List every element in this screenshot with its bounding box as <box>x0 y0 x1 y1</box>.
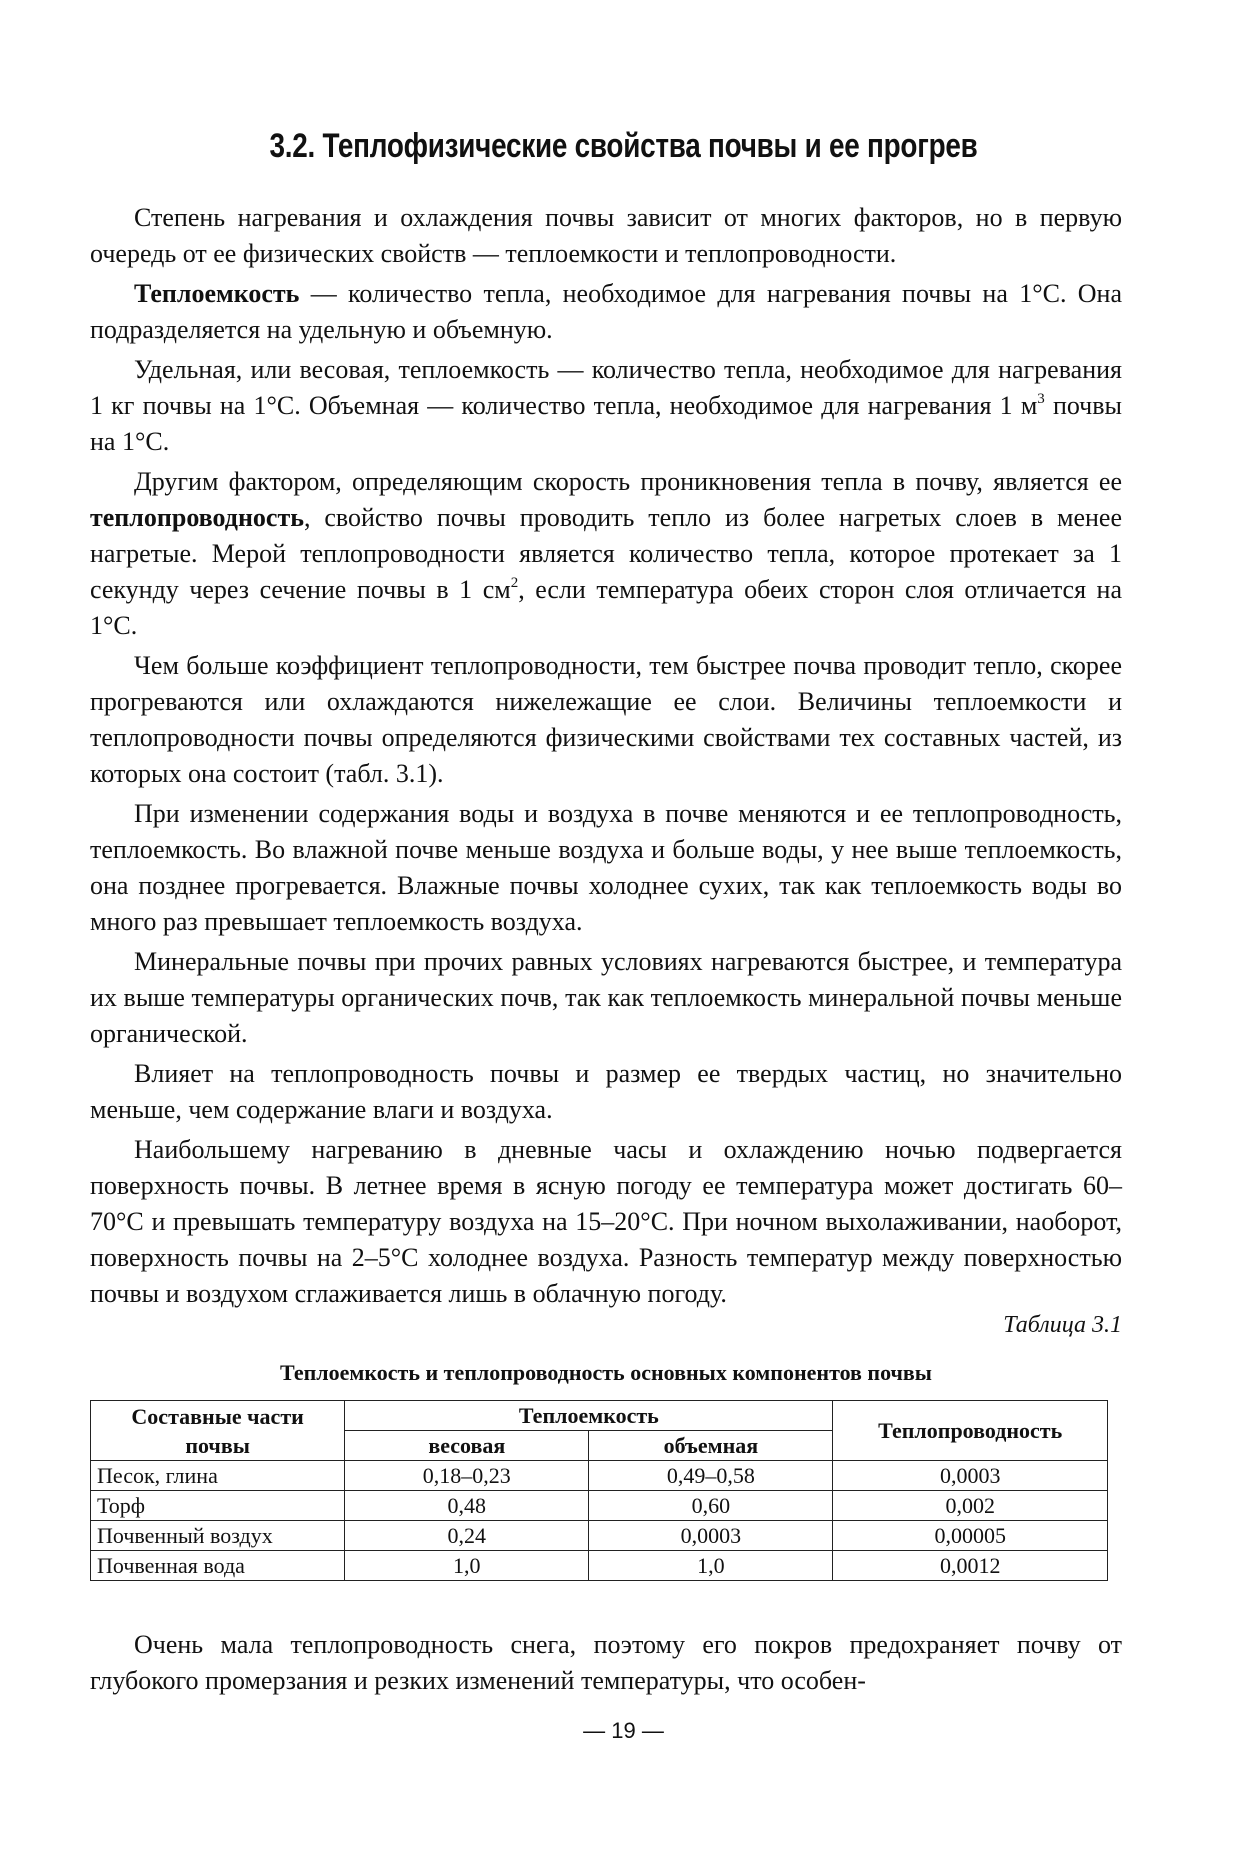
term-heat-capacity: Теплоемкость <box>134 279 300 308</box>
paragraph-10: Очень мала теплопроводность снега, поэтому его покров предохраняет почву от глубокого промерзания и резких изменений температуры, что особен- <box>90 1630 1122 1695</box>
body-text <box>90 200 1122 1316</box>
page-number: — 19 — <box>583 1718 664 1743</box>
table-row: Почвенная вода 1,0 1,0 0,0012 <box>91 1551 1108 1581</box>
paragraph-8: Влияет на теплопроводность почвы и размер ее твердых частиц, но значительно меньше, чем содержание влаги и воздуха. <box>90 1059 1122 1124</box>
section-heading: 3.2. Теплофизические свойства почвы и ее прогрев <box>269 127 978 165</box>
header-weight: весовая <box>345 1431 589 1461</box>
header-conductivity: Теплопроводность <box>833 1401 1108 1461</box>
header-components: Составные части почвы <box>91 1401 345 1461</box>
table-row: Торф 0,48 0,60 0,002 <box>91 1491 1108 1521</box>
paragraph-2: Теплоемкость — количество тепла, необходимое для нагревания почвы на 1°С. Она подразделяется на удельную и объемную. <box>90 279 1122 344</box>
term-conductivity: теплопроводность <box>90 503 304 532</box>
table-row: Песок, глина 0,18–0,23 0,49–0,58 0,0003 <box>91 1461 1108 1491</box>
table-title: Теплоемкость и теплопроводность основных компонентов почвы <box>280 1360 932 1385</box>
paragraph-9: Наибольшему нагреванию в дневные часы и охлаждению ночью подвергается поверхность почвы. В летнее время в ясную погоду ее температура может достигать 60–70°С и превышать температуру воздуха на 15–20°С. При ночном выхолаживании, наоборот, поверхность почвы на 2–5°С холоднее воздуха. Разность температур между поверхностью почвы и воздухом сглаживается лишь в облачную погоду. <box>90 1135 1122 1308</box>
paragraph-6: При изменении содержания воды и воздуха в почве меняются и ее теплопроводность, теплоемкость. Во влажной почве меньше воздуха и больше воды, у нее выше теплоемкость, она позднее прогревается. Влажные почвы холоднее сухих, так как теплоемкость воды во много раз превышает теплоемкость воздуха. <box>90 799 1122 936</box>
body-text-continued <box>90 1627 1122 1699</box>
header-heat-capacity: Теплоемкость <box>345 1401 833 1431</box>
paragraph-5: Чем больше коэффициент теплопроводности, тем быстрее почва проводит тепло, скорее прогреваются или охлаждаются нижележащие ее слои. Величины теплоемкости и теплопроводности почвы определяются физическими свойствами тех составных частей, из которых она состоит (табл. 3.1). <box>90 651 1122 788</box>
paragraph-7: Минеральные почвы при прочих равных условиях нагреваются быстрее, и температура их выше температуры органических почв, так как теплоемкость минеральной почвы меньше органической. <box>90 947 1122 1048</box>
data-table <box>90 1400 1108 1581</box>
table-caption: Таблица 3.1 <box>1003 1312 1122 1338</box>
paragraph-4: Другим фактором, определяющим скорость проникновения тепла в почву, является ее теплопроводность, свойство почвы проводить тепло из более нагретых слоев в менее нагретые. Мерой теплопроводности является количество тепла, которое протекает за 1 секунду через сечение почвы в 1 $см^2$, если температура обеих сторон слоя отличается на 1°С. <box>90 467 1122 640</box>
paragraph-3: Удельная, или весовая, теплоемкость — количество тепла, необходимое для нагревания 1 кг почвы на 1°С. Объемная — количество тепла, необходимое для нагревания 1 $м^3$ почвы на 1°С. <box>90 355 1123 456</box>
table-row: Почвенный воздух 0,24 0,0003 0,00005 <box>91 1521 1108 1551</box>
header-volume: объемная <box>589 1431 833 1461</box>
paragraph-1: Степень нагревания и охлаждения почвы зависит от многих факторов, но в первую очередь от ее физических свойств — теплоемкости и теплопроводности. <box>90 203 1122 268</box>
